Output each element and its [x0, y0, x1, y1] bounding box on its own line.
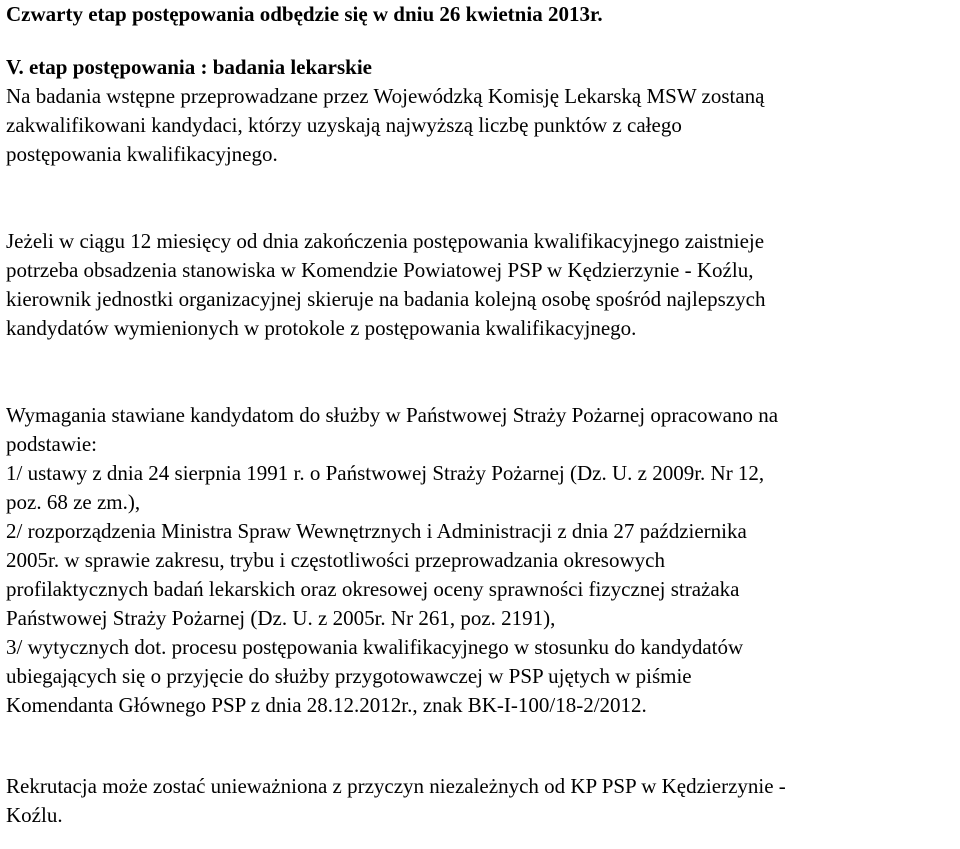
paragraph-requirements	[6, 401, 958, 720]
requirements-line: podstawie:	[6, 432, 97, 456]
requirements-line: 2/ rozporządzenia Ministra Spraw Wewnętrznych i Administracji z dnia 27 października	[6, 519, 747, 543]
referral-line: Jeżeli w ciągu 12 miesięcy od dnia zakończenia postępowania kwalifikacyjnego zaistnieje	[6, 229, 765, 253]
stage-four-date-heading: Czwarty etap postępowania odbędzie się w dniu 26 kwietnia 2013r.	[6, 2, 603, 26]
spacer	[6, 720, 958, 772]
document-page	[6, 0, 958, 830]
requirements-line: profilaktycznych badań lekarskich oraz okresowej oceny sprawności fizycznej strażaka	[6, 577, 740, 601]
requirements-line: 3/ wytycznych dot. procesu postępowania kwalifikacyjnego w stosunku do kandydatów	[6, 635, 744, 659]
requirements-line: ubiegających się o przyjęcie do służby przygotowawczej w PSP ujętych w piśmie	[6, 664, 692, 688]
requirements-line: poz. 68 ze zm.),	[6, 490, 141, 514]
cancellation-line: Koźlu.	[6, 803, 63, 827]
requirements-line: 1/ ustawy z dnia 24 sierpnia 1991 r. o Państwowej Straży Pożarnej (Dz. U. z 2009r. Nr 12,	[6, 461, 765, 485]
spacer	[6, 343, 958, 401]
section-v-line: postępowania kwalifikacyjnego.	[6, 142, 278, 166]
paragraph-cancellation	[6, 772, 958, 830]
section-medical-exams	[6, 53, 958, 169]
referral-line: potrzeba obsadzenia stanowiska w Komendzie Powiatowej PSP w Kędzierzynie - Koźlu,	[6, 258, 754, 282]
requirements-line: Państwowej Straży Pożarnej (Dz. U. z 2005r. Nr 261, poz. 2191),	[6, 606, 556, 630]
spacer	[6, 169, 958, 227]
spacer	[6, 29, 958, 53]
requirements-line: 2005r. w sprawie zakresu, trybu i częstotliwości przeprowadzania okresowych	[6, 548, 665, 572]
requirements-line: Komendanta Głównego PSP z dnia 28.12.2012r., znak BK-I-100/18-2/2012.	[6, 693, 647, 717]
referral-line: kandydatów wymienionych w protokole z postępowania kwalifikacyjnego.	[6, 316, 637, 340]
referral-line: kierownik jednostki organizacyjnej skieruje na badania kolejną osobę spośród najlepszych	[6, 287, 766, 311]
requirements-line: Wymagania stawiane kandydatom do służby w Państwowej Straży Pożarnej opracowano na	[6, 403, 779, 427]
section-v-title: V. etap postępowania : badania lekarskie	[6, 55, 373, 79]
section-v-line: Na badania wstępne przeprowadzane przez Wojewódzką Komisję Lekarską MSW zostaną	[6, 84, 765, 108]
cancellation-line: Rekrutacja może zostać unieważniona z przyczyn niezależnych od KP PSP w Kędzierzynie -	[6, 774, 786, 798]
section-v-line: zakwalifikowani kandydaci, którzy uzyskają najwyższą liczbę punktów z całego	[6, 113, 682, 137]
paragraph-referral	[6, 227, 958, 343]
